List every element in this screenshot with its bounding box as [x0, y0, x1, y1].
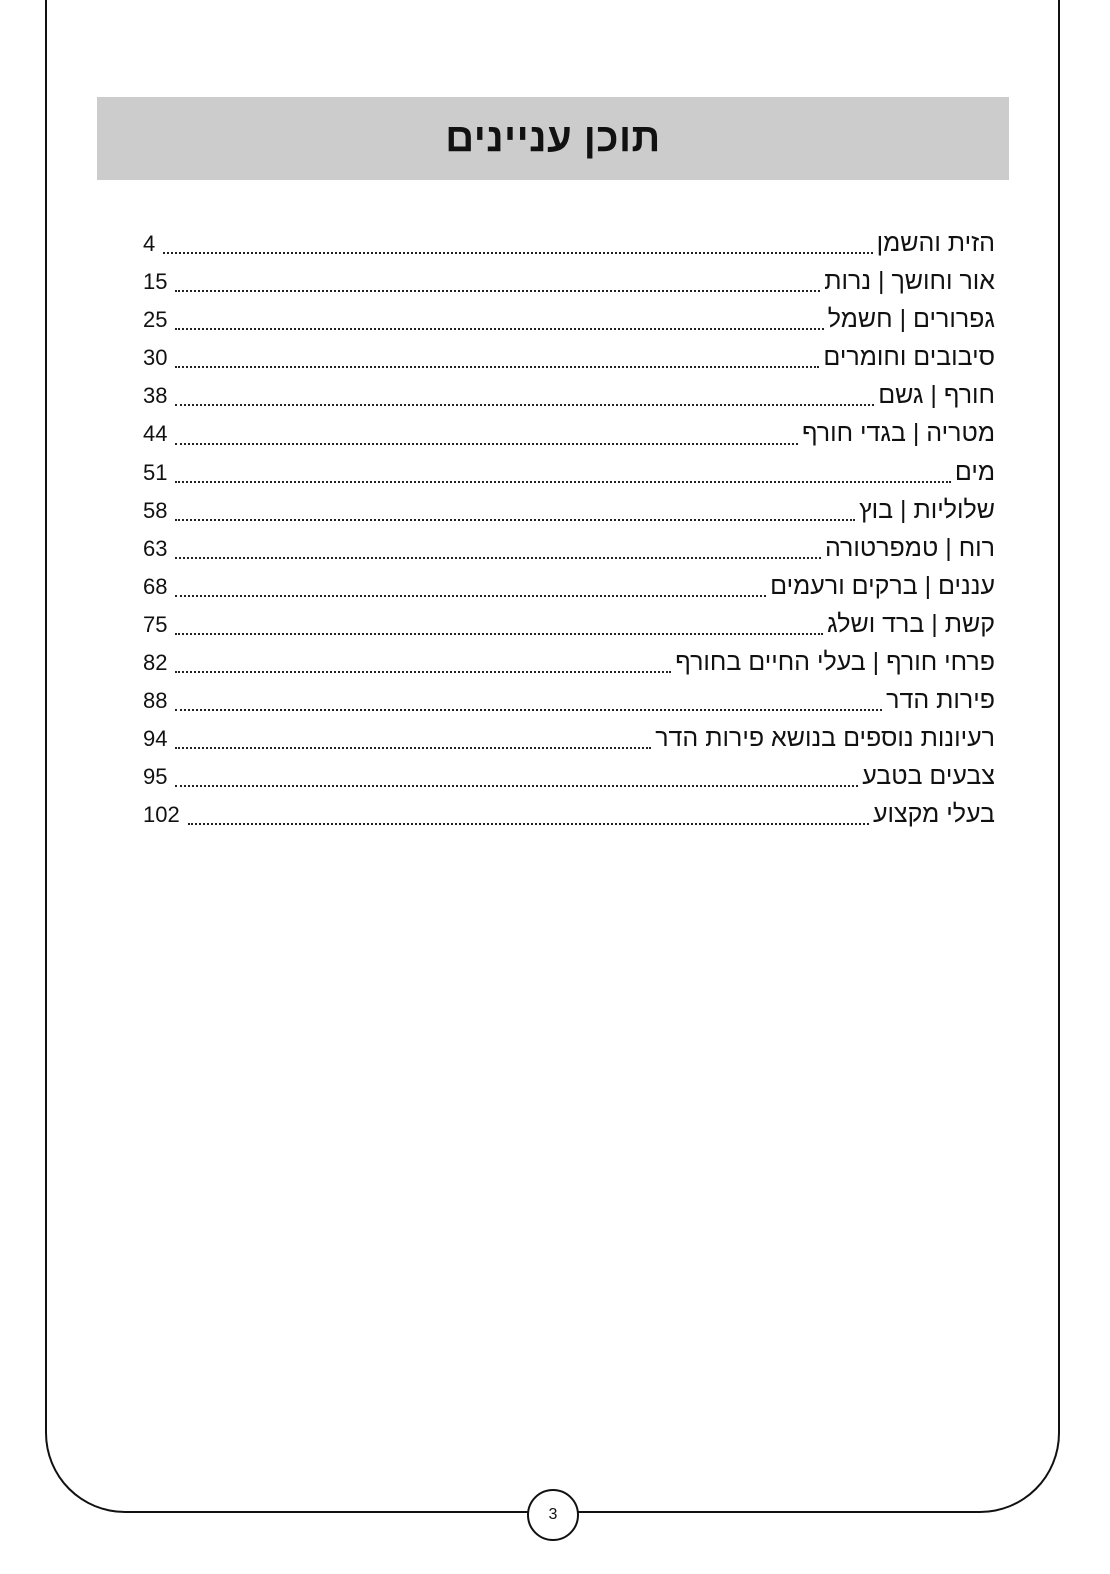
- dot-leader: [175, 709, 882, 711]
- page-title: תוכן עניינים: [445, 116, 661, 160]
- toc-entry-title: סיבובים וחומרים: [823, 343, 995, 372]
- toc-entry-page: 102: [143, 802, 180, 828]
- dot-leader: [175, 290, 820, 292]
- toc-entry-page: 63: [143, 535, 168, 561]
- dot-leader: [175, 404, 874, 406]
- toc-entry[interactable]: [143, 300, 995, 338]
- toc-entry-page: 58: [143, 497, 168, 523]
- dot-leader: [175, 328, 823, 330]
- toc-entry-page: 38: [143, 383, 168, 409]
- toc-entry-page: 75: [143, 611, 168, 637]
- dot-leader: [175, 671, 671, 673]
- dot-leader: [175, 443, 797, 445]
- toc-entry[interactable]: [143, 491, 995, 529]
- toc-entry-title: אור וחושך | נרות: [824, 267, 995, 296]
- toc-entry-page: 88: [143, 688, 168, 714]
- table-of-contents: [143, 224, 995, 834]
- toc-entry-page: 44: [143, 421, 168, 447]
- toc-entry[interactable]: [143, 643, 995, 681]
- toc-entry[interactable]: [143, 681, 995, 719]
- dot-leader: [175, 747, 651, 749]
- toc-entry-page: 68: [143, 573, 168, 599]
- toc-entry-title: שלוליות | בוץ: [859, 495, 995, 524]
- dot-leader: [175, 633, 823, 635]
- toc-entry-page: 82: [143, 650, 168, 676]
- toc-entry-title: בעלי מקצוע: [872, 800, 995, 829]
- toc-entry[interactable]: [143, 338, 995, 376]
- dot-leader: [163, 252, 872, 254]
- dot-leader: [175, 519, 855, 521]
- toc-entry-title: גפרורים | חשמל: [827, 305, 995, 334]
- toc-entry[interactable]: [143, 414, 995, 452]
- toc-entry[interactable]: [143, 224, 995, 262]
- toc-entry-page: 4: [143, 231, 156, 256]
- toc-entry-page: 95: [143, 764, 168, 790]
- toc-entry-title: רעיונות נוספים בנושא פירות הדר: [655, 724, 995, 753]
- toc-entry[interactable]: [143, 605, 995, 643]
- toc-entry[interactable]: [143, 529, 995, 567]
- toc-entry-title: פרחי חורף | בעלי החיים בחורף: [675, 648, 995, 677]
- toc-entry-title: חורף | גשם: [878, 381, 995, 410]
- dot-leader: [175, 557, 820, 559]
- toc-entry[interactable]: [143, 795, 995, 833]
- toc-entry[interactable]: [143, 262, 995, 300]
- toc-entry-title: רוח | טמפרטורה: [824, 533, 995, 562]
- toc-entry-title: עננים | ברקים ורעמים: [770, 571, 995, 600]
- dot-leader: [175, 366, 819, 368]
- toc-entry-title: הזית והשמן: [876, 229, 995, 257]
- dot-leader: [188, 823, 869, 825]
- toc-entry-page: 30: [143, 345, 168, 371]
- toc-entry-title: מים: [954, 457, 995, 486]
- toc-entry[interactable]: [143, 376, 995, 414]
- toc-entry-page: 51: [143, 459, 168, 485]
- page-number: 3: [527, 1489, 579, 1541]
- toc-entry-title: קשת | ברד ושלג: [827, 609, 995, 638]
- toc-entry-page: 94: [143, 726, 168, 752]
- toc-entry[interactable]: [143, 757, 995, 795]
- toc-entry[interactable]: [143, 719, 995, 757]
- toc-entry[interactable]: [143, 453, 995, 491]
- dot-leader: [175, 481, 950, 483]
- dot-leader: [175, 595, 766, 597]
- toc-entry-page: 25: [143, 307, 168, 333]
- dot-leader: [175, 785, 858, 787]
- toc-entry-title: מטריה | בגדי חורף: [801, 419, 995, 448]
- toc-entry-title: פירות הדר: [886, 686, 995, 715]
- toc-entry[interactable]: [143, 567, 995, 605]
- title-banner: [97, 97, 1009, 180]
- toc-entry-title: צבעים בטבע: [862, 762, 995, 791]
- toc-entry-page: 15: [143, 269, 168, 295]
